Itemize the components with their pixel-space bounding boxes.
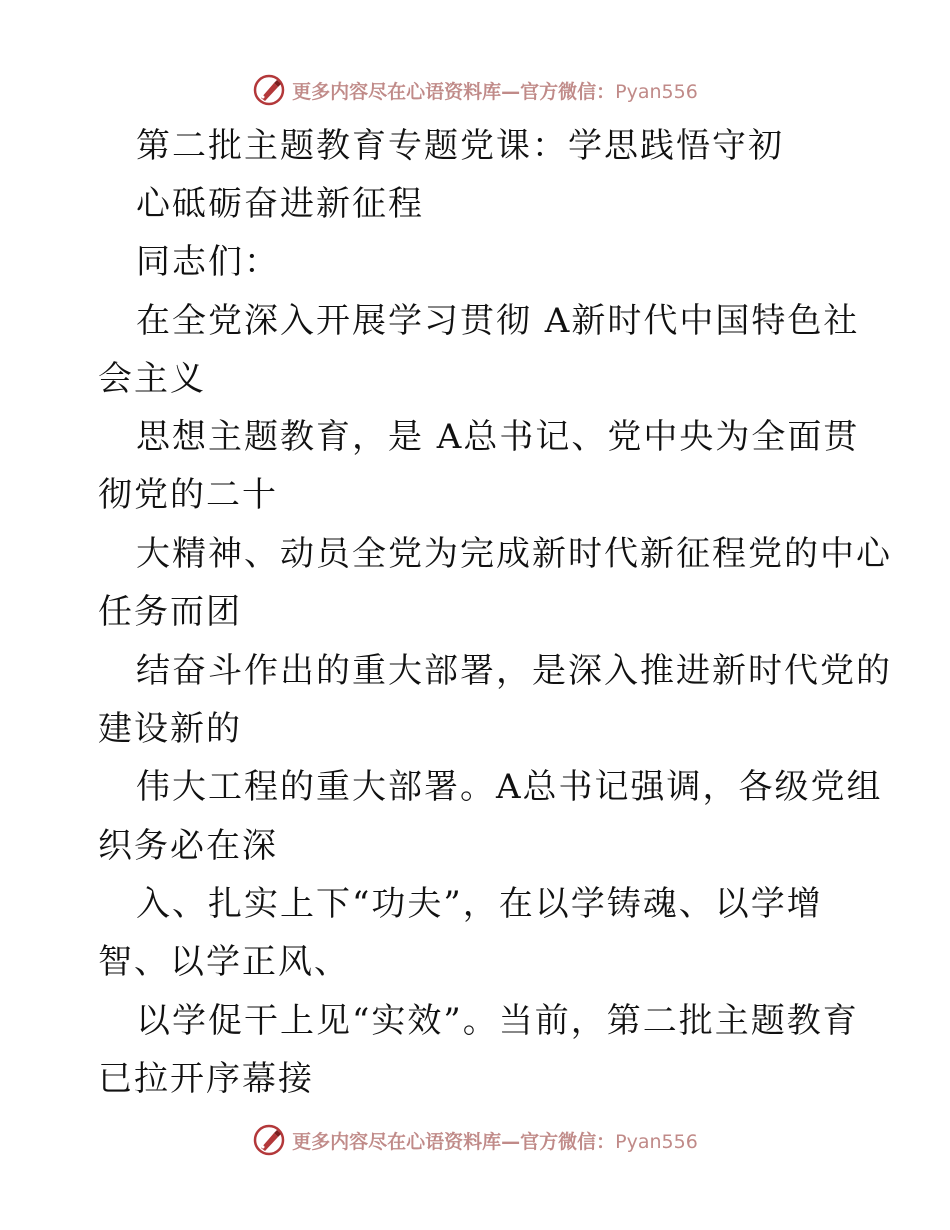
paragraph-line: 织务必在深: [98, 826, 278, 866]
pen-circle-logo-icon: [252, 73, 286, 107]
paragraph-line: 以学促干上见“实效”。当前，第二批主题教育: [136, 1001, 859, 1041]
watermark-header: [0, 70, 950, 110]
paragraph-line: 思想主题教育，是 A总书记、党中央为全面贯: [136, 417, 860, 457]
watermark-footer: [0, 1120, 950, 1160]
paragraph-line: 任务而团: [98, 592, 242, 632]
pen-circle-logo-icon: [252, 1123, 286, 1157]
watermark-account: Pyan556: [615, 1130, 698, 1153]
watermark-account: Pyan556: [615, 80, 698, 103]
paragraph-line: 智、以学正风、: [98, 942, 350, 982]
greeting: 同志们：: [136, 242, 280, 282]
paragraph-line: 已拉开序幕接: [98, 1059, 314, 1099]
paragraph-line: 伟大工程的重大部署。A总书记强调，各级党组: [136, 767, 883, 807]
watermark-text: 更多内容尽在心语资料库—官方微信：Pyan556: [292, 1130, 698, 1153]
paragraph-line: 建设新的: [98, 709, 242, 749]
paragraph-line: 会主义: [98, 359, 206, 399]
paragraph-line: 结奋斗作出的重大部署，是深入推进新时代党的: [136, 651, 892, 691]
paragraph-line: 入、扎实上下“功夫”，在以学铸魂、以学增: [136, 884, 823, 924]
watermark-text: 更多内容尽在心语资料库—官方微信：Pyan556: [292, 80, 698, 103]
paragraph-line: 彻党的二十: [98, 475, 278, 515]
document-title-line-2: 心砥砺奋进新征程: [136, 184, 424, 224]
document-title-line-1: 第二批主题教育专题党课：学思践悟守初: [136, 126, 784, 166]
paragraph-line: 大精神、动员全党为完成新时代新征程党的中心: [136, 534, 892, 574]
paragraph-line: 在全党深入开展学习贯彻 A新时代中国特色社: [136, 301, 860, 341]
